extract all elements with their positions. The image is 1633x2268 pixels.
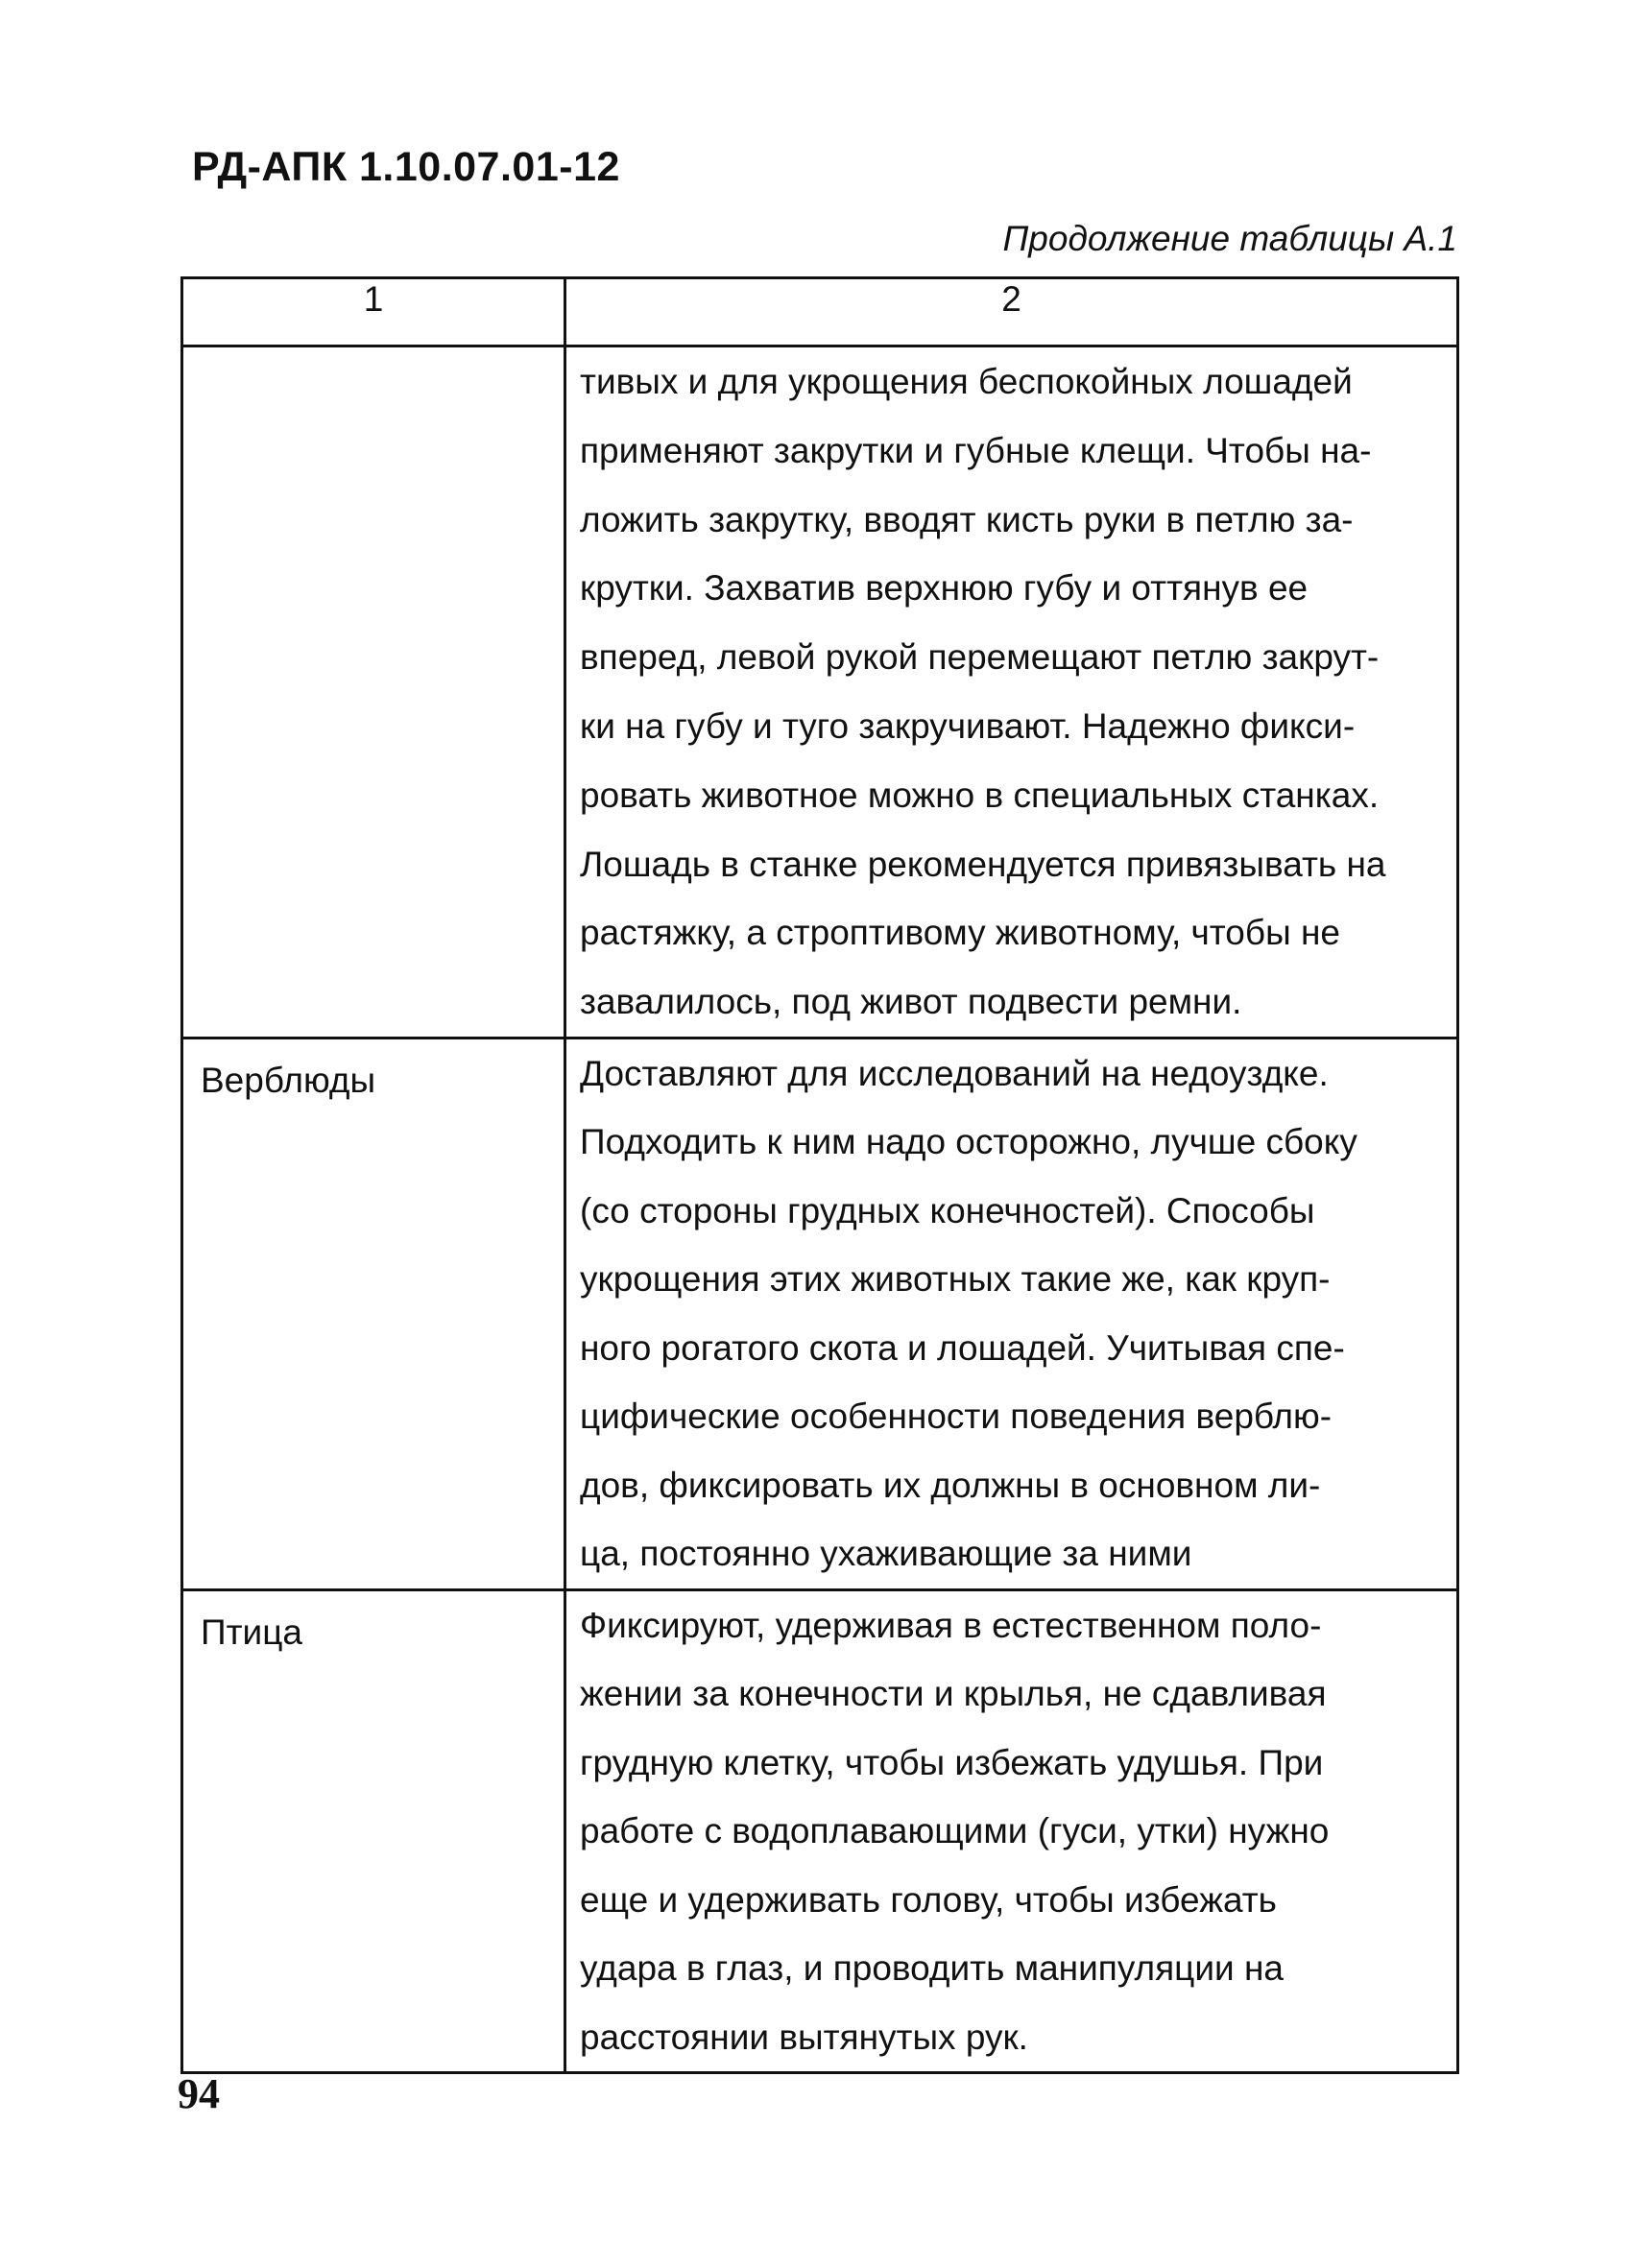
description-line: еще и удерживать голову, чтобы избежать bbox=[580, 1879, 1277, 1920]
description-line: расстоянии вытянутых рук. bbox=[580, 2017, 1028, 2057]
description-line: растяжку, а строптивому животному, чтобы не bbox=[580, 913, 1340, 953]
description-line: работе с водоплавающими (гуси, утки) нужно bbox=[580, 1811, 1330, 1851]
animal-restraint-table bbox=[180, 276, 1459, 2074]
description-cell bbox=[565, 1589, 1458, 2073]
column-header-1: 1 bbox=[182, 278, 565, 346]
description-line: Доставляют для исследований на недоуздке. bbox=[580, 1053, 1329, 1093]
description-line: вперед, левой рукой перемещают петлю закрут- bbox=[580, 637, 1380, 678]
description-line: применяют закрутки и губные клещи. Чтобы на- bbox=[580, 430, 1372, 470]
description-line: Лошадь в станке рекомендуется привязывать на bbox=[580, 844, 1386, 884]
table-header-row bbox=[182, 278, 1458, 346]
description-line: ложить закрутку, вводят кисть руки в петлю за- bbox=[580, 499, 1354, 539]
description-line: удара в глаз, и проводить манипуляции на bbox=[580, 1948, 1284, 1989]
description-line: тивых и для укрощения беспокойных лошадей bbox=[580, 362, 1353, 401]
table-row bbox=[182, 1589, 1458, 2073]
description-line: завалилось, под живот подвести ремни. bbox=[580, 982, 1242, 1022]
table-row bbox=[182, 1038, 1458, 1589]
animal-cell: Верблюды bbox=[182, 1038, 565, 1589]
description-line: ровать животное можно в специальных станках. bbox=[580, 775, 1380, 815]
description-line: ца, постоянно ухаживающие за ними bbox=[580, 1534, 1192, 1574]
description-line: грудную клетку, чтобы избежать удушья. При bbox=[580, 1742, 1324, 1782]
description-cell bbox=[565, 1038, 1458, 1589]
description-line: Подходить к ним надо осторожно, лучше сбоку bbox=[580, 1122, 1357, 1162]
table-continuation-caption: Продолжение таблицы А.1 bbox=[1002, 219, 1457, 258]
page-number: 94 bbox=[178, 2070, 220, 2117]
animal-cell bbox=[182, 346, 565, 1039]
description-line: Фиксируют, удерживая в естественном поло- bbox=[580, 1605, 1322, 1645]
description-line: ки на губу и туго закручивают. Надежно фикси- bbox=[580, 705, 1356, 746]
description-cell bbox=[565, 346, 1458, 1039]
document-code: РД-АПК 1.10.07.01-12 bbox=[192, 144, 620, 190]
description-line: крутки. Захватив верхнюю губу и оттянув ее bbox=[580, 568, 1309, 609]
description-line: цифические особенности поведения верблю- bbox=[580, 1397, 1333, 1437]
column-header-2: 2 bbox=[565, 278, 1458, 346]
description-line: (со стороны грудных конечностей). Способы bbox=[580, 1190, 1315, 1230]
description-line: ного рогатого скота и лошадей. Учитывая спе- bbox=[580, 1327, 1345, 1368]
description-line: жении за конечности и крылья, не сдавливая bbox=[580, 1674, 1327, 1714]
table-row bbox=[182, 346, 1458, 1039]
description-line: укрощения этих животных такие же, как круп- bbox=[580, 1259, 1331, 1300]
description-line: дов, фиксировать их должны в основном ли- bbox=[580, 1465, 1321, 1505]
animal-cell: Птица bbox=[182, 1589, 565, 2073]
